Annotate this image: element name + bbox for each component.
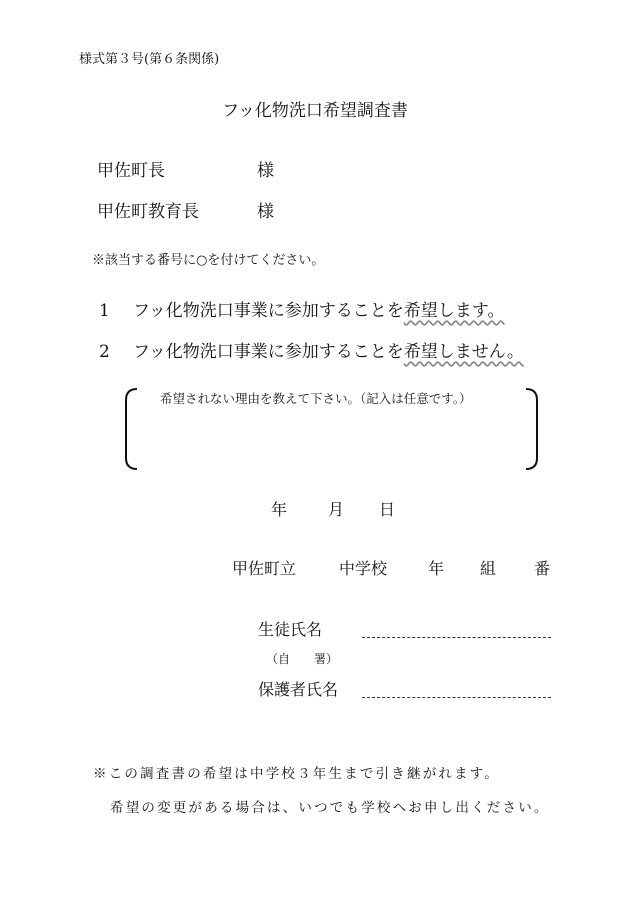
student-name-field[interactable] [362,637,551,638]
form-number: 様式第３号(第６条関係) [79,52,220,67]
left-bracket [124,388,138,470]
school-town: 甲佐町立 [232,559,297,578]
reason-input-area[interactable] [145,410,515,465]
school-number: 番 [534,559,551,578]
option-number: 1 [99,301,110,321]
student-name-label: 生徒氏名 [258,620,323,639]
date-month: 月 [328,500,345,519]
addressee-honorific: 様 [257,161,274,181]
option-2[interactable] [99,337,524,362]
option-emphasis: 希望しません。 [403,342,524,362]
date-line [271,497,395,520]
document-title: フッ化物洗口希望調査書 [222,101,408,121]
right-bracket [525,388,539,470]
option-number: 2 [99,342,110,362]
school-name: 中学校 [339,559,388,578]
footnote-continuation: ※この調査書の希望は中学校３年生まで引き継がれます。 [93,766,501,782]
addressee-name: 甲佐町長 [97,161,165,181]
date-year: 年 [271,500,288,519]
instruction-note: ※該当する番号に○を付けてください。 [92,253,325,268]
addressee-mayor [97,156,274,181]
option-text: フッ化物洗口事業に参加することを [133,342,404,362]
addressee-superintendent [97,197,274,222]
reason-prompt: 希望されない理由を教えて下さい。（記入は任意です。） [160,391,472,406]
option-emphasis: 希望します。 [403,301,505,321]
addressee-honorific: 様 [257,202,274,222]
self-sign-note: （自 署） [266,652,339,666]
option-text: フッ化物洗口事業に参加することを [133,301,404,321]
school-year: 年 [428,559,445,578]
school-class: 組 [480,559,497,578]
school-line [232,556,550,579]
addressee-name: 甲佐町教育長 [97,202,199,222]
guardian-name-label: 保護者氏名 [258,680,339,699]
guardian-name-field[interactable] [362,697,551,698]
date-day: 日 [379,500,396,519]
option-1[interactable] [99,296,504,321]
footnote-change: 希望の変更がある場合は、いつでも学校へお申し出ください。 [110,800,550,816]
